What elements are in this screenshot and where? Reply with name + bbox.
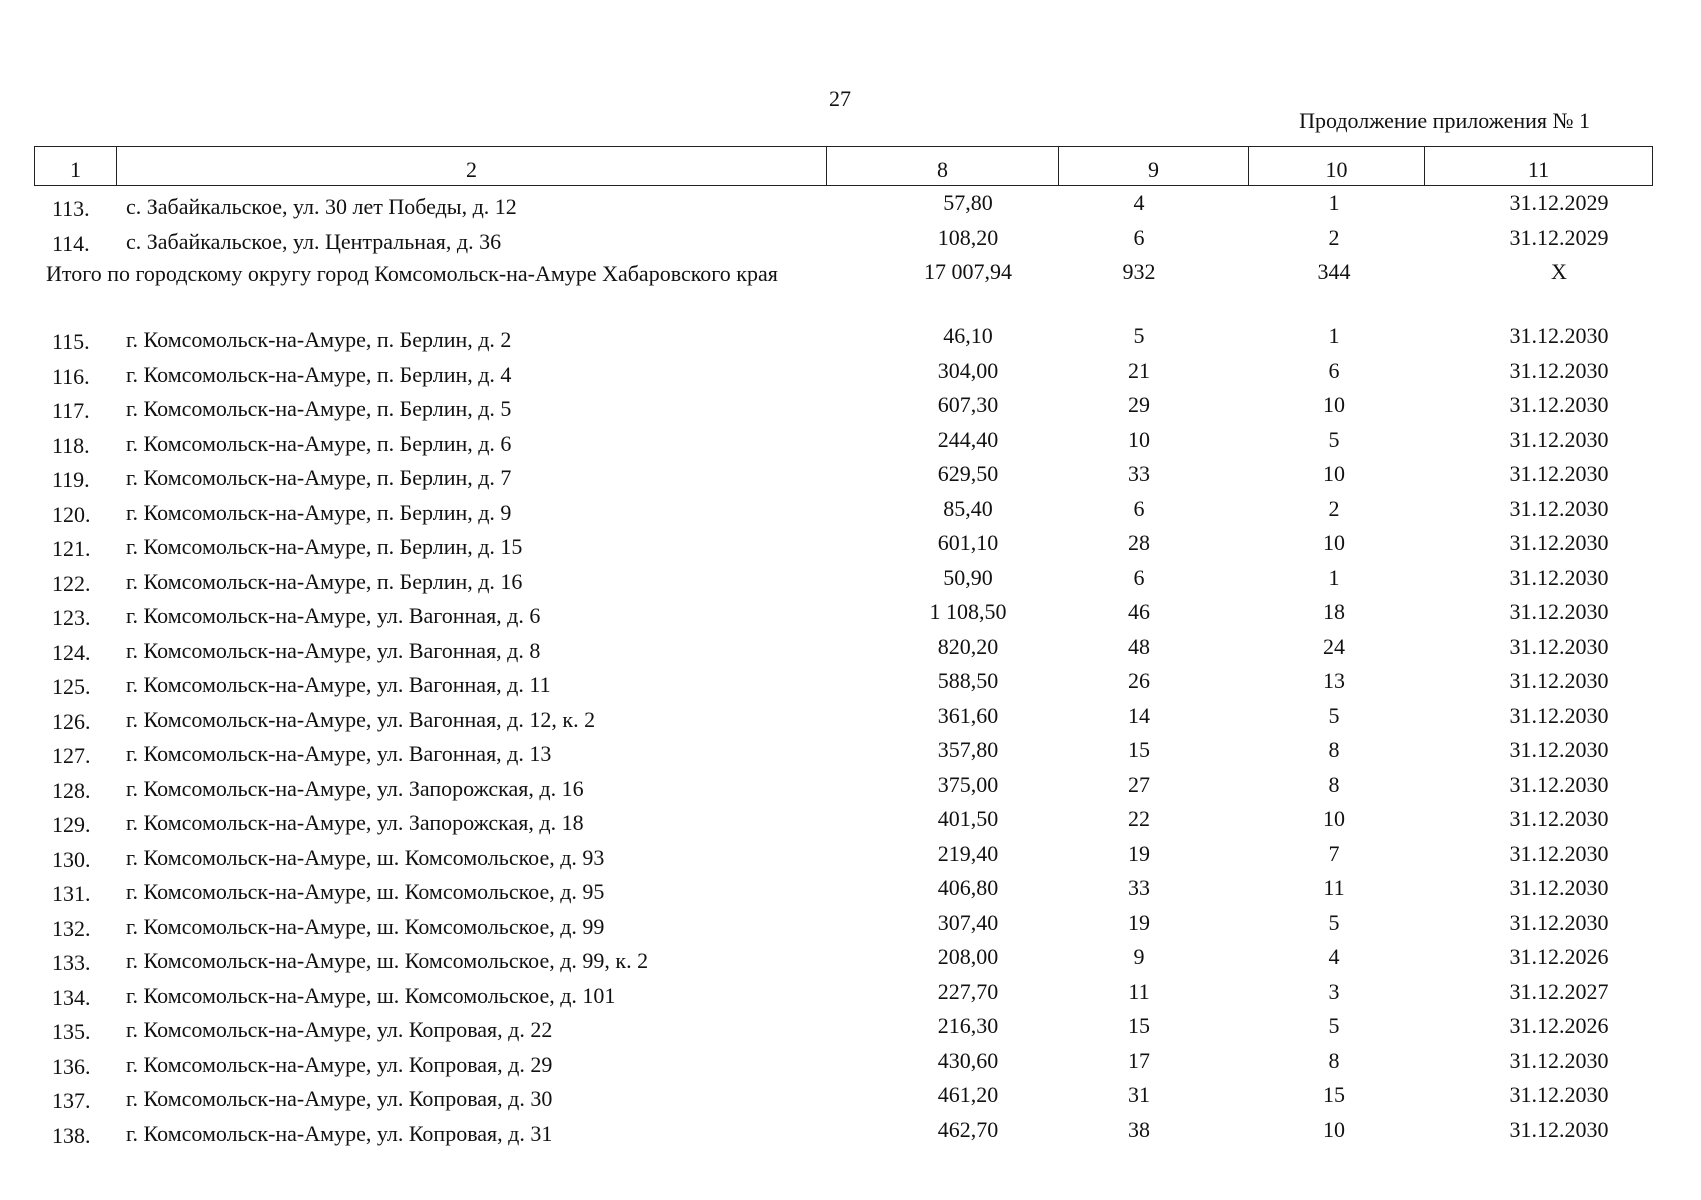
row-col-9: 31 — [1128, 1082, 1150, 1107]
table-row — [34, 390, 1652, 425]
row-col-9: 5 — [1133, 323, 1145, 348]
table-row — [34, 839, 1652, 874]
row-col-10: 6 — [1328, 357, 1340, 383]
row-col-9: 14 — [1128, 702, 1150, 728]
table-row — [34, 494, 1652, 529]
row-number: 132. — [52, 915, 91, 941]
table-row — [34, 1046, 1652, 1081]
row-address: г. Комсомольск-на-Амуре, п. Берлин, д. 6 — [126, 430, 512, 456]
row-number: 113. — [52, 196, 90, 221]
row-col-8: 357,80 — [937, 737, 999, 762]
row-col-10: 15 — [1323, 1082, 1345, 1107]
table-row — [34, 908, 1652, 943]
row-number: 128. — [52, 777, 91, 803]
table-row — [34, 1115, 1652, 1150]
row-col-8: 216,30 — [937, 1013, 999, 1038]
row-col-11: 31.12.2029 — [1509, 190, 1609, 215]
row-number: 126. — [52, 708, 91, 734]
table-row — [34, 425, 1652, 460]
row-address: г. Комсомольск-на-Амуре, ул. Копровая, д. 30 — [126, 1086, 553, 1111]
row-col-10: 8 — [1328, 737, 1340, 762]
row-col-10: 13 — [1323, 668, 1345, 693]
row-number: 119. — [52, 467, 90, 492]
row-col-9: 10 — [1128, 426, 1150, 452]
row-col-11: 31.12.2030 — [1509, 461, 1609, 486]
row-address: с. Забайкальское, ул. Центральная, д. 36 — [126, 228, 502, 254]
column-header-2: 2 — [117, 147, 827, 186]
row-address: г. Комсомольск-на-Амуре, ул. Копровая, д. 31 — [126, 1120, 553, 1146]
row-col-10: 5 — [1328, 1013, 1340, 1038]
row-col-8: 108,20 — [937, 224, 999, 250]
row-address: г. Комсомольск-на-Амуре, ул. Вагонная, д. 13 — [126, 741, 552, 766]
row-col-10: 10 — [1323, 392, 1345, 417]
table-row — [34, 666, 1652, 701]
column-header-1: 1 — [35, 147, 117, 186]
row-col-9: 28 — [1128, 530, 1150, 555]
row-col-11: 31.12.2030 — [1509, 702, 1609, 728]
column-header-table — [34, 146, 1653, 186]
total-row — [34, 257, 1652, 321]
row-col-11: 31.12.2030 — [1509, 840, 1609, 866]
row-col-8: 607,30 — [937, 392, 999, 417]
appendix-continuation-note: Продолжение приложения № 1 — [1299, 108, 1590, 133]
row-address: г. Комсомольск-на-Амуре, п. Берлин, д. 16 — [126, 568, 523, 594]
table-row — [34, 356, 1652, 391]
row-col-11: 31.12.2030 — [1509, 357, 1609, 383]
row-col-11: 31.12.2030 — [1509, 1082, 1609, 1107]
row-col-11: 31.12.2029 — [1509, 224, 1609, 250]
row-col-9: 19 — [1128, 909, 1150, 935]
row-col-9: 6 — [1133, 224, 1145, 250]
table-body — [34, 188, 1652, 1149]
row-col-8: 461,20 — [937, 1082, 999, 1107]
row-col-9: 21 — [1128, 357, 1150, 383]
table-row — [34, 701, 1652, 736]
row-col-8: 50,90 — [943, 564, 993, 590]
row-address: г. Комсомольск-на-Амуре, п. Берлин, д. 15 — [126, 534, 523, 559]
row-address: г. Комсомольск-на-Амуре, п. Берлин, д. 2 — [126, 327, 512, 352]
row-address: г. Комсомольск-на-Амуре, ш. Комсомольское, д. 101 — [126, 982, 616, 1008]
row-col-10: 10 — [1323, 530, 1345, 555]
row-number: 136. — [52, 1053, 91, 1079]
row-col-10: 5 — [1328, 702, 1340, 728]
row-col-8: 820,20 — [937, 633, 999, 659]
row-col-10: 10 — [1323, 461, 1345, 486]
row-col-8: 85,40 — [943, 495, 993, 521]
row-number: 117. — [52, 398, 90, 423]
row-col-8: 227,70 — [937, 978, 999, 1004]
row-col-10: 5 — [1328, 909, 1340, 935]
row-col-10: 2 — [1328, 495, 1340, 521]
row-col-9: 15 — [1128, 1013, 1150, 1038]
page-number: 27 — [829, 86, 851, 111]
column-header-row — [35, 147, 1653, 186]
row-col-8: 375,00 — [937, 771, 999, 797]
row-address: г. Комсомольск-на-Амуре, ул. Вагонная, д. 11 — [126, 672, 551, 697]
row-col-8: 629,50 — [937, 461, 999, 486]
row-col-8: 430,60 — [937, 1047, 999, 1073]
total-label: Итого по городскому округу город Комсомольск-на-Амуре Хабаровского края — [46, 261, 778, 286]
row-col-11: 31.12.2030 — [1509, 1116, 1609, 1142]
row-number: 129. — [52, 812, 91, 837]
row-col-11: 31.12.2026 — [1509, 944, 1609, 969]
row-col-10: 4 — [1328, 944, 1340, 969]
row-col-9: 26 — [1128, 668, 1150, 693]
row-col-8: 588,50 — [937, 668, 999, 693]
table-row — [34, 942, 1652, 977]
row-col-8: 57,80 — [943, 190, 993, 215]
row-col-10: 5 — [1328, 426, 1340, 452]
row-col-11: 31.12.2030 — [1509, 909, 1609, 935]
row-col-9: 27 — [1128, 771, 1150, 797]
row-col-9: 33 — [1128, 875, 1150, 900]
row-col-11: 31.12.2030 — [1509, 806, 1609, 831]
row-col-9: 38 — [1128, 1116, 1150, 1142]
column-header-11: 11 — [1425, 147, 1653, 186]
row-address: г. Комсомольск-на-Амуре, п. Берлин, д. 5 — [126, 396, 512, 421]
row-number: 134. — [52, 984, 91, 1010]
row-address: г. Комсомольск-на-Амуре, ул. Запорожская, д. 16 — [126, 775, 584, 801]
row-col-11: 31.12.2030 — [1509, 668, 1609, 693]
row-col-10: 24 — [1323, 633, 1345, 659]
row-col-8: 208,00 — [937, 944, 999, 969]
row-col-11: 31.12.2030 — [1509, 392, 1609, 417]
table-row — [34, 873, 1652, 908]
row-col-8: 244,40 — [937, 426, 999, 452]
row-col-9: 33 — [1128, 461, 1150, 486]
row-col-11: 31.12.2030 — [1509, 426, 1609, 452]
row-number: 125. — [52, 674, 91, 699]
table-row — [34, 735, 1652, 770]
row-col-11: 31.12.2030 — [1509, 599, 1609, 624]
row-col-9: 17 — [1128, 1047, 1150, 1073]
row-col-9: 4 — [1133, 190, 1145, 215]
row-number: 138. — [52, 1122, 91, 1148]
row-number: 121. — [52, 536, 91, 561]
row-number: 131. — [52, 881, 91, 906]
row-col-10: 8 — [1328, 1047, 1340, 1073]
table-row — [34, 563, 1652, 598]
table-row — [34, 804, 1652, 839]
total-col-11: X — [1551, 259, 1567, 284]
row-address: г. Комсомольск-на-Амуре, ш. Комсомольское, д. 95 — [126, 879, 605, 904]
table-row — [34, 223, 1652, 258]
table-row — [34, 1011, 1652, 1046]
row-col-10: 3 — [1328, 978, 1340, 1004]
row-number: 116. — [52, 363, 90, 389]
table-row — [34, 977, 1652, 1012]
row-col-10: 2 — [1328, 224, 1340, 250]
row-col-11: 31.12.2030 — [1509, 737, 1609, 762]
row-address: г. Комсомольск-на-Амуре, ш. Комсомольское, д. 99, к. 2 — [126, 948, 649, 973]
row-col-9: 6 — [1133, 495, 1145, 521]
row-col-10: 7 — [1328, 840, 1340, 866]
row-number: 135. — [52, 1019, 91, 1044]
row-number: 122. — [52, 570, 91, 596]
rows-before-total — [34, 188, 1652, 257]
row-col-9: 15 — [1128, 737, 1150, 762]
row-number: 115. — [52, 329, 90, 354]
row-col-11: 31.12.2030 — [1509, 633, 1609, 659]
row-address: г. Комсомольск-на-Амуре, п. Берлин, д. 4 — [126, 361, 512, 387]
row-col-9: 6 — [1133, 564, 1145, 590]
column-header-9: 9 — [1059, 147, 1249, 186]
row-col-8: 307,40 — [937, 909, 999, 935]
row-address: г. Комсомольск-на-Амуре, ул. Запорожская, д. 18 — [126, 810, 584, 835]
row-col-8: 401,50 — [937, 806, 999, 831]
row-col-9: 19 — [1128, 840, 1150, 866]
row-col-11: 31.12.2030 — [1509, 495, 1609, 521]
row-col-10: 18 — [1323, 599, 1345, 624]
row-col-8: 601,10 — [937, 530, 999, 555]
row-number: 130. — [52, 846, 91, 872]
row-number: 124. — [52, 639, 91, 665]
row-number: 120. — [52, 501, 91, 527]
table-row — [34, 1080, 1652, 1115]
row-col-10: 1 — [1328, 564, 1340, 590]
row-number: 123. — [52, 605, 91, 630]
row-col-8: 1 108,50 — [929, 599, 1007, 624]
row-col-9: 22 — [1128, 806, 1150, 831]
row-col-11: 31.12.2026 — [1509, 1013, 1609, 1038]
column-header-10: 10 — [1249, 147, 1425, 186]
row-number: 114. — [52, 230, 90, 256]
row-col-8: 406,80 — [937, 875, 999, 900]
row-col-9: 46 — [1128, 599, 1150, 624]
row-col-8: 46,10 — [943, 323, 993, 348]
row-col-10: 11 — [1323, 875, 1345, 900]
row-col-9: 9 — [1133, 944, 1145, 969]
row-col-8: 361,60 — [937, 702, 999, 728]
row-col-9: 11 — [1128, 978, 1150, 1004]
row-number: 127. — [52, 743, 91, 768]
row-address: г. Комсомольск-на-Амуре, п. Берлин, д. 7 — [126, 465, 512, 490]
row-address: г. Комсомольск-на-Амуре, ул. Вагонная, д. 12, к. 2 — [126, 706, 596, 732]
row-col-11: 31.12.2030 — [1509, 1047, 1609, 1073]
row-col-8: 219,40 — [937, 840, 999, 866]
table-row — [34, 528, 1652, 563]
row-col-11: 31.12.2030 — [1509, 564, 1609, 590]
row-col-11: 31.12.2027 — [1509, 978, 1609, 1004]
row-col-11: 31.12.2030 — [1509, 323, 1609, 348]
row-col-10: 10 — [1323, 1116, 1345, 1142]
row-number: 137. — [52, 1088, 91, 1113]
row-col-9: 29 — [1128, 392, 1150, 417]
row-address: г. Комсомольск-на-Амуре, ул. Копровая, д. 22 — [126, 1017, 553, 1042]
row-address: г. Комсомольск-на-Амуре, ш. Комсомольское, д. 99 — [126, 913, 605, 939]
row-col-10: 8 — [1328, 771, 1340, 797]
row-address: г. Комсомольск-на-Амуре, ул. Копровая, д. 29 — [126, 1051, 553, 1077]
row-col-10: 1 — [1328, 323, 1340, 348]
total-col-9: 932 — [1122, 259, 1156, 284]
row-col-10: 10 — [1323, 806, 1345, 831]
row-number: 118. — [52, 432, 90, 458]
row-col-8: 462,70 — [937, 1116, 999, 1142]
table-row — [34, 597, 1652, 632]
row-col-11: 31.12.2030 — [1509, 530, 1609, 555]
row-address: г. Комсомольск-на-Амуре, ул. Вагонная, д. 8 — [126, 637, 541, 663]
row-number: 133. — [52, 950, 91, 975]
total-col-8: 17 007,94 — [924, 259, 1012, 284]
table-row — [34, 770, 1652, 805]
table-row — [34, 188, 1652, 223]
table-row — [34, 459, 1652, 494]
table-row — [34, 632, 1652, 667]
row-address: г. Комсомольск-на-Амуре, п. Берлин, д. 9 — [126, 499, 512, 525]
row-address: с. Забайкальское, ул. 30 лет Победы, д. 12 — [126, 194, 517, 219]
row-col-10: 1 — [1328, 190, 1340, 215]
row-address: г. Комсомольск-на-Амуре, ул. Вагонная, д. 6 — [126, 603, 541, 628]
total-col-10: 344 — [1317, 259, 1351, 284]
row-col-11: 31.12.2030 — [1509, 875, 1609, 900]
rows-after-total — [34, 321, 1652, 1149]
row-col-11: 31.12.2030 — [1509, 771, 1609, 797]
row-col-8: 304,00 — [937, 357, 999, 383]
table-row — [34, 321, 1652, 356]
row-address: г. Комсомольск-на-Амуре, ш. Комсомольское, д. 93 — [126, 844, 605, 870]
row-col-9: 48 — [1128, 633, 1150, 659]
column-header-8: 8 — [827, 147, 1059, 186]
